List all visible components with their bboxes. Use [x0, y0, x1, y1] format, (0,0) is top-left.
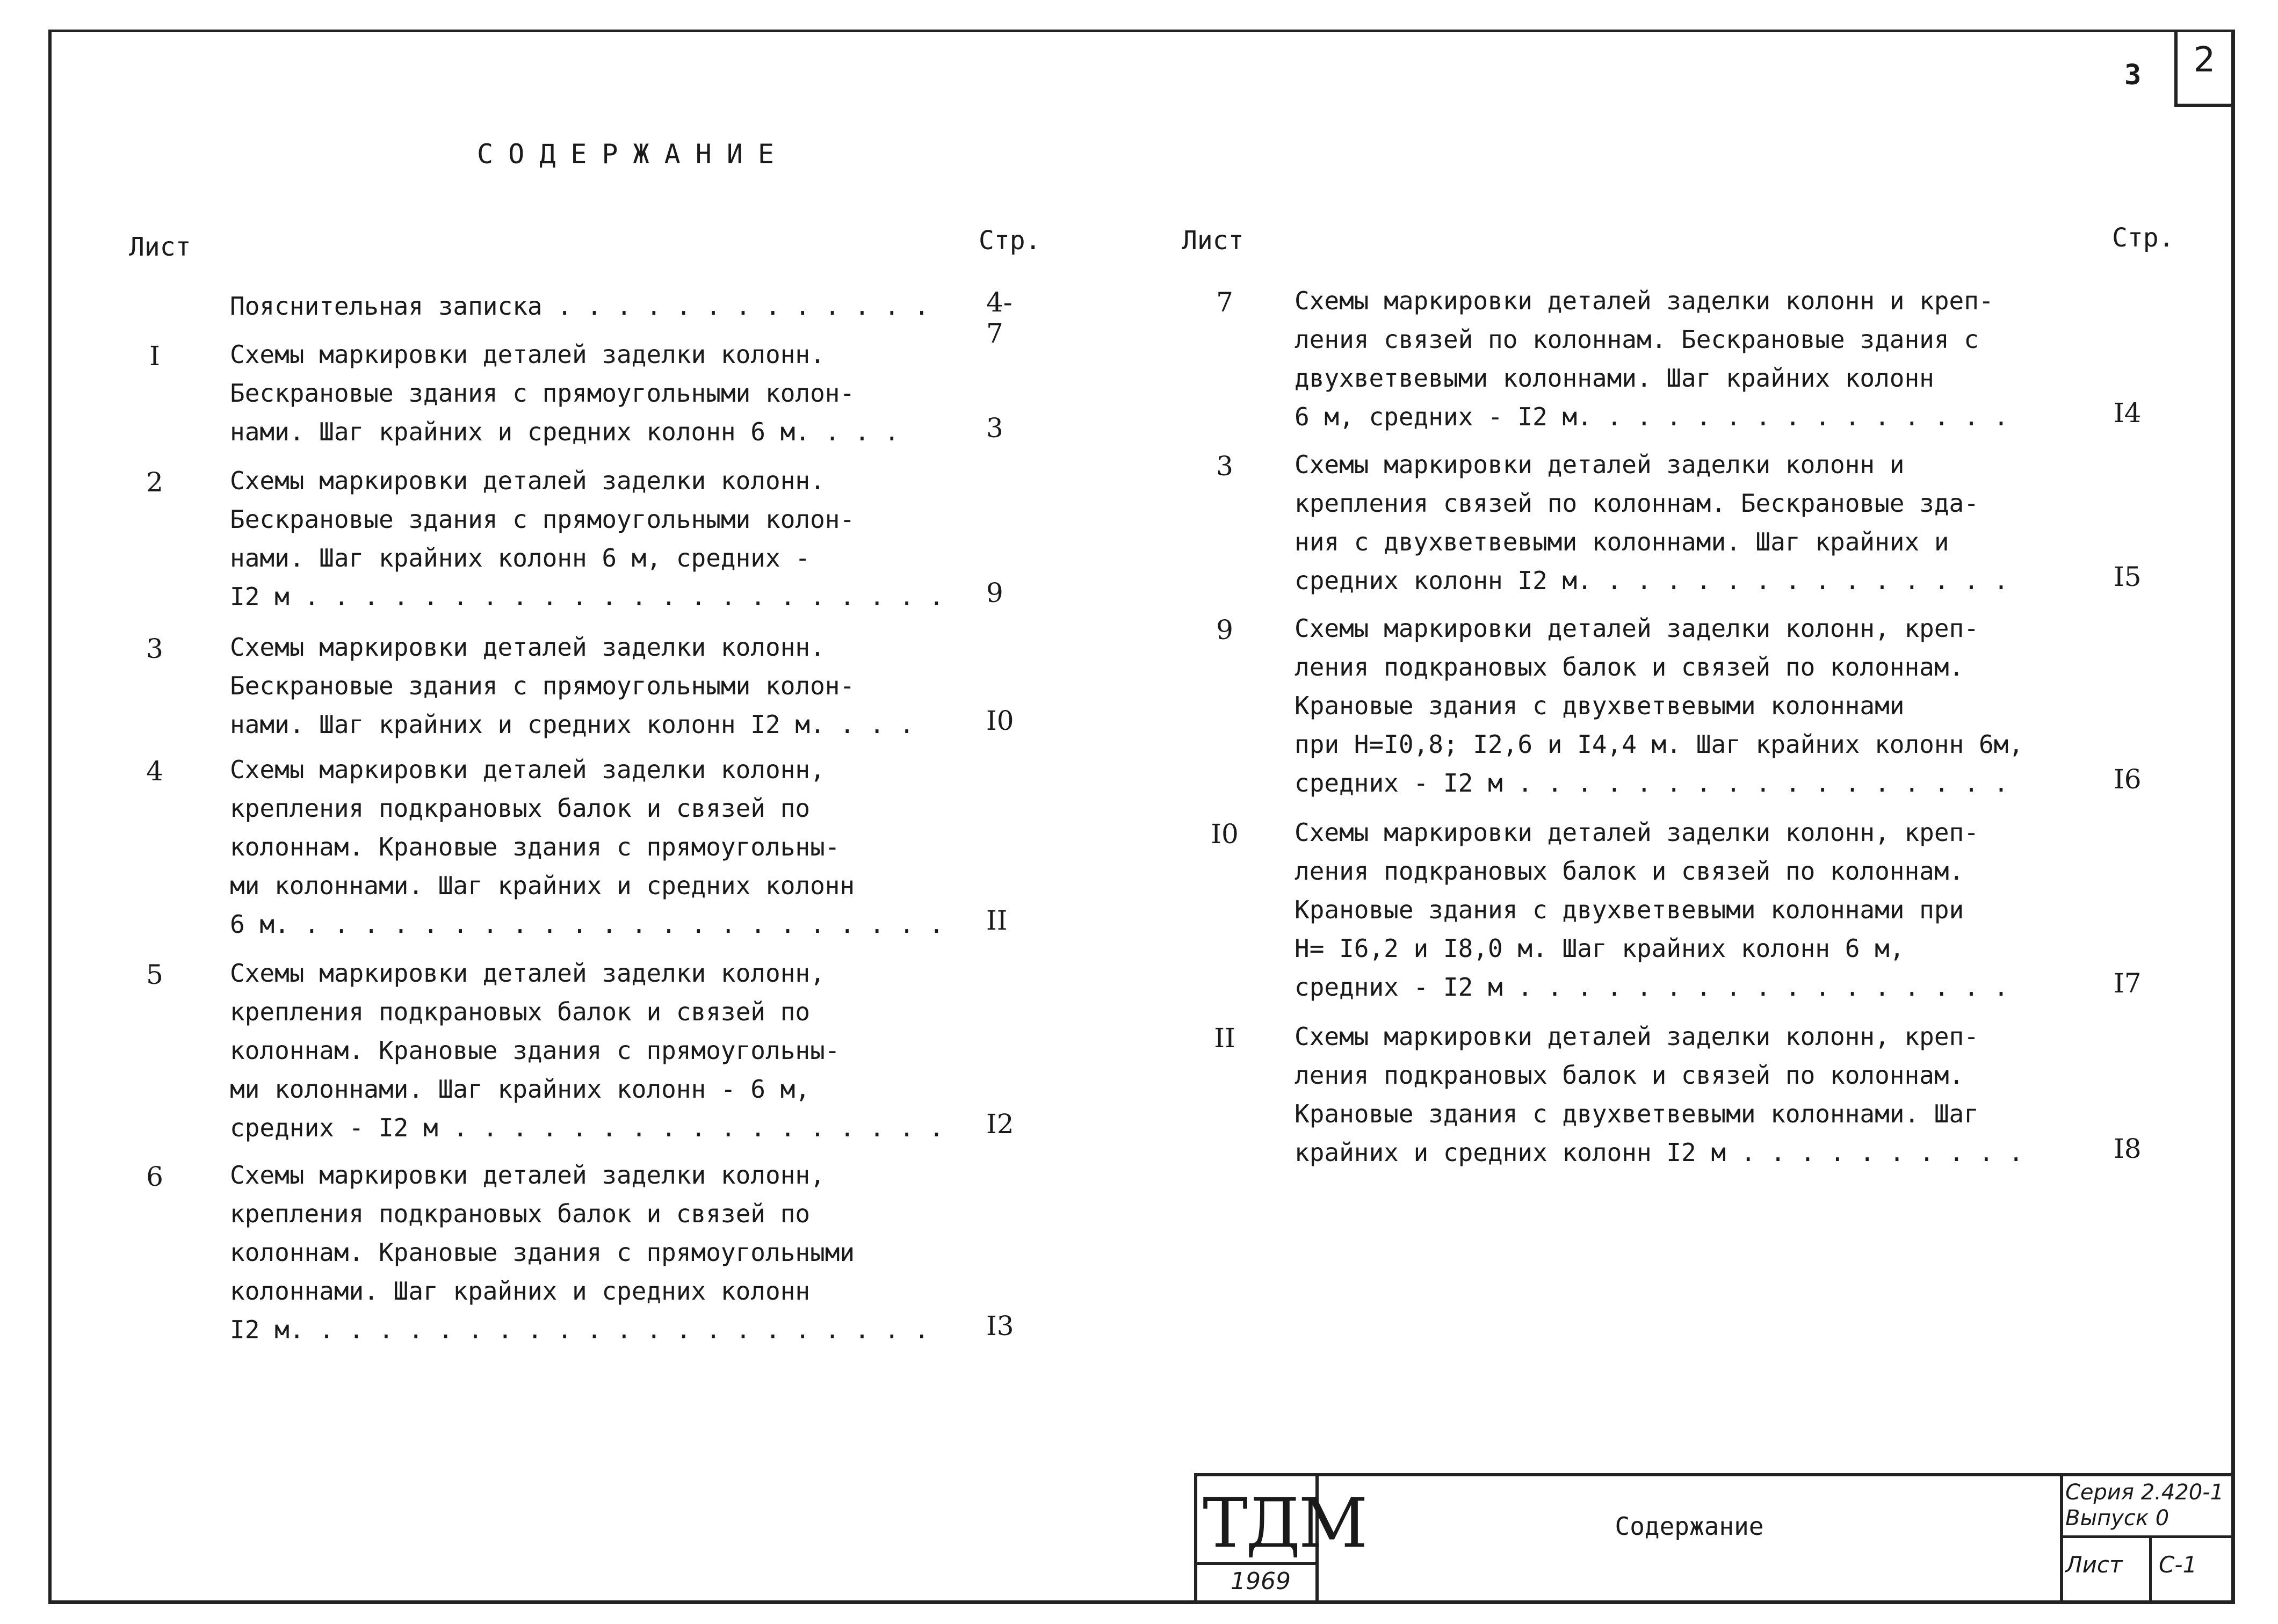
entry-line: средних колонн I2 м. . . . . . . . . . . . . . .	[1295, 566, 2009, 595]
entry-line: Схемы маркировки деталей заделки колонн и	[1295, 450, 1905, 479]
entry-line: нами. Шаг крайних колонн 6 м, средних -	[230, 543, 811, 572]
entry-line: крепления подкрановых балок и связей по	[230, 794, 811, 823]
stamp-title: Содержание	[1615, 1512, 1764, 1541]
entry-sheet-number: I	[149, 340, 160, 372]
entry-line: ления связей по колоннам. Бескрановые здания с	[1295, 325, 1979, 354]
entry-description	[1295, 445, 2008, 600]
entry-description	[230, 954, 944, 1147]
sheet-number: 2	[2193, 40, 2216, 80]
entry-line: Схемы маркировки деталей заделки колонн, креп-	[1295, 614, 1979, 643]
entry-description	[230, 461, 944, 616]
entry-line: Схемы маркировки деталей заделки колонн,	[230, 755, 825, 784]
entry-line: ния с двухветвевыми колоннами. Шаг крайних и	[1295, 527, 1949, 556]
entry-line: Бескрановые здания с прямоугольными колон-	[230, 671, 855, 700]
entry-page: II	[986, 905, 1008, 936]
entry-line: ления подкрановых балок и связей по колоннам.	[1295, 857, 1964, 886]
entry-line: ми колоннами. Шаг крайних колонн - 6 м,	[230, 1075, 811, 1104]
entry-sheet-number: II	[1214, 1023, 1235, 1054]
entry-line: Схемы маркировки деталей заделки колонн и креп-	[1295, 286, 1994, 315]
entry-line: Крановые здания с двухветвевыми колоннами	[1295, 691, 1905, 720]
entry-line: колоннам. Крановые здания с прямоугольны-	[230, 1036, 840, 1065]
entry-line: при Н=I0,8; I2,6 и I4,4 м. Шаг крайних колонн 6м,	[1295, 730, 2024, 759]
stamp-year: 1969	[1231, 1568, 1291, 1595]
entry-line: крепления подкрановых балок и связей по	[230, 1199, 811, 1228]
title-block-divider	[2060, 1476, 2063, 1601]
entry-line: Пояснительная записка . . . . . . . . . . . . .	[230, 292, 929, 321]
sheet-number-box	[2174, 30, 2231, 107]
entry-page: I3	[986, 1310, 1014, 1342]
entry-description	[230, 335, 899, 451]
series-line: Серия 2.420-1	[2065, 1480, 2224, 1505]
title-block-divider	[2149, 1535, 2152, 1601]
entry-page: I7	[2114, 968, 2142, 999]
entry-sheet-number: I0	[1211, 818, 1239, 850]
entry-line: 6 м, средних - I2 м. . . . . . . . . . . . . . .	[1295, 402, 2009, 431]
entry-line: Бескрановые здания с прямоугольными колон-	[230, 379, 855, 408]
entry-line: 6 м. . . . . . . . . . . . . . . . . . . . . . .	[230, 910, 944, 939]
entry-line: ми колоннами. Шаг крайних и средних колонн	[230, 871, 855, 900]
entry-page: I5	[2114, 561, 2142, 592]
right-header-page: Стр.	[2112, 223, 2174, 253]
series-label	[2065, 1480, 2224, 1531]
entry-line: средних - I2 м . . . . . . . . . . . . . . . . .	[1295, 769, 2009, 798]
page-title: СОДЕРЖАНИЕ	[477, 139, 790, 170]
entry-page: 4-7	[986, 287, 1013, 349]
entry-line: Схемы маркировки деталей заделки колонн.	[230, 466, 825, 495]
entry-page: 3	[986, 412, 1003, 444]
entry-line: двухветвевыми колоннами. Шаг крайних колонн	[1295, 364, 1934, 393]
page-number: 3	[2124, 59, 2142, 91]
entry-description	[1295, 281, 2008, 436]
entry-description	[1295, 1017, 2023, 1172]
entry-line: нами. Шаг крайних и средних колонн I2 м. . . .	[230, 710, 914, 739]
entry-line: колоннам. Крановые здания с прямоугольны-	[230, 832, 840, 861]
entry-line: Крановые здания с двухветвевыми колоннами при	[1295, 895, 1964, 924]
entry-line: Схемы маркировки деталей заделки колонн.	[230, 340, 825, 369]
tdm-logo: ТДМ	[1203, 1484, 1366, 1563]
entry-line: средних - I2 м . . . . . . . . . . . . . . . . .	[1295, 973, 2009, 1002]
entry-description	[1295, 813, 2008, 1006]
entry-line: Бескрановые здания с прямоугольными колон-	[230, 505, 855, 534]
entry-line: Схемы маркировки деталей заделки колонн,	[230, 1161, 825, 1190]
entry-sheet-number: 6	[146, 1161, 163, 1192]
entry-line: крайних и средних колонн I2 м . . . . . . . . . .	[1295, 1138, 2024, 1167]
entry-sheet-number: 9	[1216, 614, 1233, 646]
entry-description	[1295, 609, 2023, 802]
entry-description	[230, 750, 944, 944]
entry-line: крепления связей по колоннам. Бескрановые зда-	[1295, 489, 1979, 518]
title-block-divider	[2060, 1535, 2231, 1538]
entry-page: I0	[986, 705, 1014, 736]
entry-line: Схемы маркировки деталей заделки колонн, креп-	[1295, 818, 1979, 847]
entry-description	[230, 628, 914, 744]
entry-line: I2 м. . . . . . . . . . . . . . . . . . . . . .	[230, 1315, 929, 1344]
entry-page: 9	[986, 577, 1003, 608]
entry-page: I8	[2114, 1133, 2142, 1164]
entry-line: Н= I6,2 и I8,0 м. Шаг крайних колонн 6 м,	[1295, 934, 1905, 963]
entry-sheet-number: 3	[146, 633, 163, 664]
sheet-code: С-1	[2159, 1552, 2197, 1578]
entry-line: Схемы маркировки деталей заделки колонн.	[230, 633, 825, 662]
entry-line: Крановые здания с двухветвевыми колоннами. Шаг	[1295, 1099, 1979, 1128]
left-header-sheet: Лист	[129, 232, 191, 262]
left-header-page: Стр.	[979, 226, 1041, 256]
entry-line: крепления подкрановых балок и связей по	[230, 997, 811, 1026]
title-block	[1194, 1473, 2231, 1601]
entry-line: нами. Шаг крайних и средних колонн 6 м. . . .	[230, 417, 900, 446]
entry-line: ления подкрановых балок и связей по колоннам.	[1295, 653, 1964, 682]
entry-line: колоннам. Крановые здания с прямоугольными	[230, 1238, 855, 1267]
entry-line: Схемы маркировки деталей заделки колонн, креп-	[1295, 1022, 1979, 1051]
entry-sheet-number: 3	[1216, 451, 1233, 482]
entry-description	[230, 1156, 929, 1349]
issue-line: Выпуск 0	[2065, 1506, 2169, 1531]
entry-sheet-number: 2	[146, 467, 163, 498]
entry-description	[230, 287, 929, 325]
entry-page: I2	[986, 1108, 1014, 1140]
entry-line: ления подкрановых балок и связей по колоннам.	[1295, 1061, 1964, 1090]
entry-line: Схемы маркировки деталей заделки колонн,	[230, 959, 825, 988]
entry-page: I6	[2114, 764, 2142, 795]
entry-sheet-number: 7	[1216, 287, 1233, 318]
entry-sheet-number: 5	[146, 959, 163, 990]
entry-line: I2 м . . . . . . . . . . . . . . . . . . . . . .	[230, 582, 944, 611]
sheet-label: Лист	[2065, 1552, 2123, 1578]
entry-page: I4	[2114, 397, 2142, 429]
entry-sheet-number: 4	[146, 756, 163, 787]
entry-line: колоннами. Шаг крайних и средних колонн	[230, 1277, 811, 1306]
entry-line: средних - I2 м . . . . . . . . . . . . . . . . .	[230, 1113, 944, 1142]
right-header-sheet: Лист	[1182, 226, 1244, 256]
